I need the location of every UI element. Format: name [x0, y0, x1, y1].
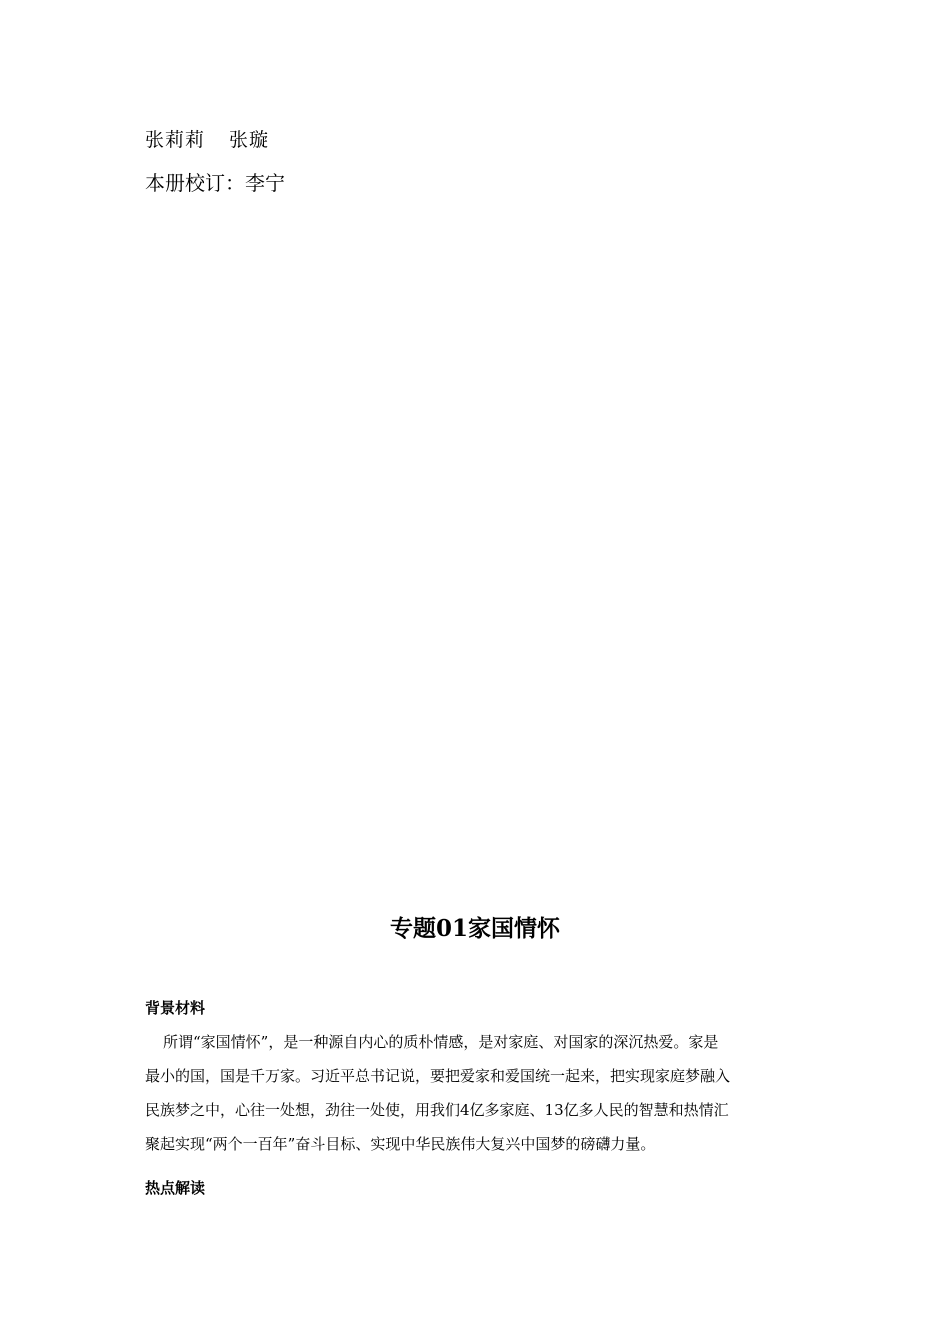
author-name-2: 张璇 — [229, 129, 270, 151]
paragraph-line: 所谓“家国情怀”，是一种源自内心的质朴情感，是对家庭、对国家的深沉热爱。家是 — [163, 1033, 719, 1051]
paragraph-line: 最小的国，国是千万家。习近平总书记说，要把爱家和爱国统一起来，把实现家庭梦融入 — [145, 1067, 731, 1085]
paragraph-line: 聚起实现“两个一百年”奋斗目标、实现中华民族伟大复兴中国梦的磅礴力量。 — [145, 1135, 656, 1153]
review-label: 本册校订： — [145, 171, 245, 195]
author-names — [145, 127, 269, 153]
background-paragraph — [145, 1025, 810, 1161]
hotspot-heading: 热点解读 — [145, 1179, 206, 1197]
author-name-1: 张莉莉 — [145, 129, 206, 151]
paragraph-line: 民族梦之中，心往一处想，劲往一处使，用我们4亿多家庭、13亿多人民的智慧和热情汇 — [145, 1101, 729, 1119]
review-credit — [145, 169, 285, 197]
reviewer-name: 李宁 — [245, 171, 285, 195]
topic-title: 专题01家国情怀 — [389, 915, 560, 942]
background-heading: 背景材料 — [145, 999, 206, 1017]
